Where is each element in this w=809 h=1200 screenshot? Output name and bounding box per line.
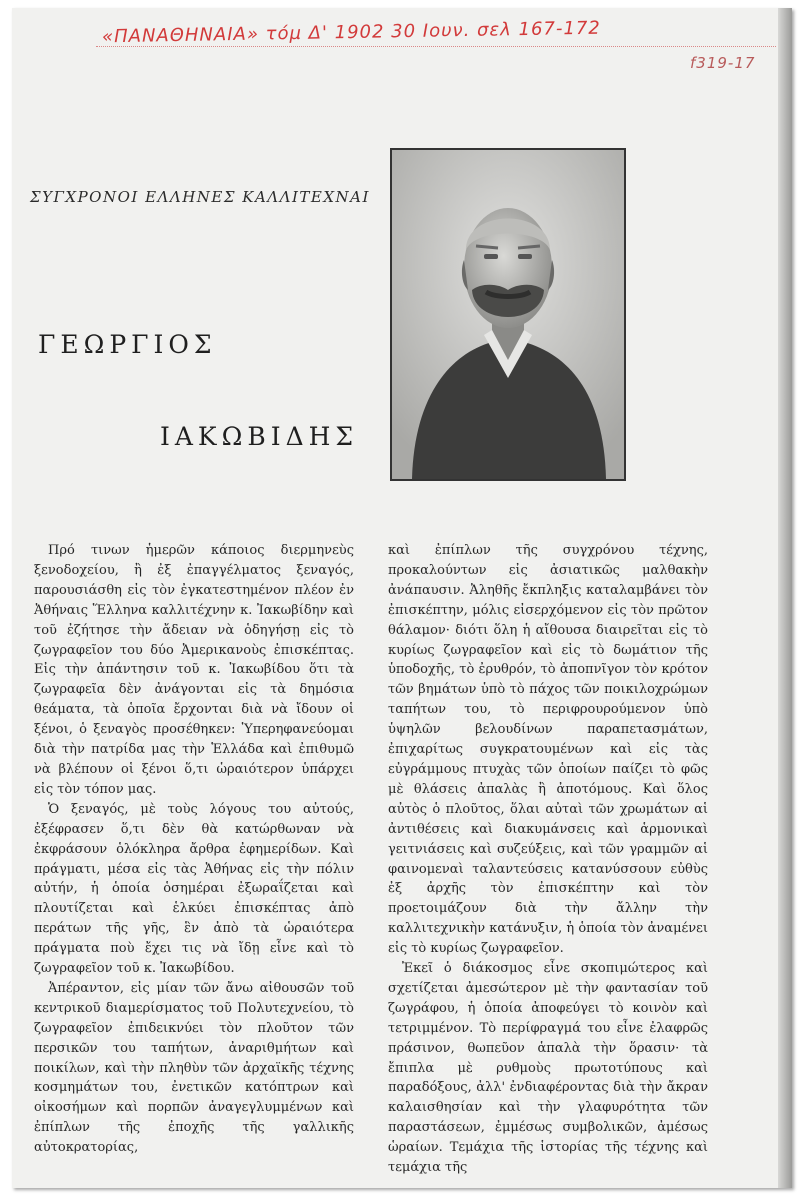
- article-paragraph: Ὁ ξεναγός, μὲ τοὺς λόγους του αὐτούς, ἐξέφρασεν ὅ,τι δὲν θὰ κατώρθωναν νὰ ἐκφράσουν ὁλόκληρα ἄρθρα ἐφημερίδων. Καὶ πράγματι, μέσα εἰς τὰς Ἀθήνας εἰς τὴν πόλιν αὐτήν, ἡ ὁποία ὁσημέραι ἐξωραΐζεται καὶ πλουτίζεται καὶ ἑλκύει ἐπισκέπτας ἀπὸ περάτων τῆς γῆς, ἓν ἀπὸ τὰ ὡραιότερα πράγματα ποὺ ἔχει τις νὰ ἴδῃ εἶνε καὶ τὸ ζωγραφεῖον τοῦ κ. Ἰακωβίδου.: [34, 801, 354, 977]
- article-column-right: [388, 541, 708, 1178]
- portrait-illustration: [392, 150, 624, 479]
- article-column-left: [34, 541, 354, 1158]
- handwritten-source-note: «ΠΑΝΑΘΗΝΑΙΑ» τόμ Δ' 1902 30 Ιουν. σελ 167-172: [101, 17, 601, 48]
- handwritten-underline: [96, 46, 776, 47]
- article-paragraph: καὶ ἐπίπλων τῆς συγχρόνου τέχνης, προκαλούντων εἰς ἀσιατικῶς μαλθακὴν ἀνάπαυσιν. Ἀληθῆς ἔκπληξις καταλαμβάνει τὸν ἐπισκέπτην, μόλις εἰσερχόμενον εἰς τὸν πρῶτον θάλαμον· διότι ὅλη ἡ αἴθουσα διαιρεῖται εἰς τὸ κυρίως ζωγραφεῖον καὶ εἰς τὸ δωμάτιον τῆς ὑποδοχῆς, τὸ ἐρυθρόν, τὸ ἀποπνῖγον τὸν κρότον τῶν βημάτων ὑπὸ τὸ πάχος τῶν ποικιλοχρώμων ταπήτων του, τὸ περιφρουρούμενον ὑπὸ ὑψηλῶν βελουδίνων παραπετασμάτων, ἐπιχαρίτως συγκρατουμένων καὶ εἰς τὰς εὐγράμμους πτυχὰς τῶν ὁποίων παίζει τὸ φῶς μὲ θλάσεις ἀπαλὰς ἢ ἀποτόμους. Καὶ ὅλος αὐτὸς ὁ πλοῦτος, ὅλαι αὐταὶ τῶν χρωμάτων αἱ ἀντιθέσεις καὶ διακυμάνσεις καὶ ἁρμονικαὶ γειτνιάσεις καὶ συζεύξεις, καὶ τῶν γραμμῶν αἱ φαινομεναὶ ταλαντεύσεις κατανύσσουν εὐθὺς ἐξ ἀρχῆς τὸν ἐπισκέπτην καὶ τὸν προετοιμάζουν διὰ τὴν ἄλλην τὴν καλλιτεχνικὴν κατάνυξιν, ἡ ὁποία τὸν ἀναμένει εἰς τὸ κυρίως ζωγραφεῖον.: [388, 543, 708, 957]
- handwritten-shelfmark: f319-17: [690, 54, 756, 72]
- series-kicker: ΣΥΓΧΡΟΝΟΙ ΕΛΛΗΝΕΣ ΚΑΛΛΙΤΕΧΝΑΙ: [30, 188, 370, 206]
- article-paragraph: Ἐκεῖ ὁ διάκοσμος εἶνε σκοπιμώτερος καὶ σχετίζεται ἀμεσώτερον μὲ τὴν φαντασίαν τοῦ ζωγράφου, ἡ ὁποία ἀποφεύγει τὸ κοινὸν καὶ τετριμμένον. Τὸ περίφραγμά του εἶνε ἐλαφρῶς πράσινον, θωπεῦον ἁπαλὰ τὴν ὅρασιν· τὰ ἔπιπλα μὲ ρυθμοὺς πρωτοτύπους καὶ παραδόξους, ἀλλ' ἐνδιαφέροντας διὰ τὴν ἄκραν καλαισθησίαν καὶ τὴν γλαφυρότητα τῶν παραστάσεων, ἐμμέσως συμβολικῶν, ἀμέσως ὡραίων. Τεμάχια τῆς ἱστορίας τῆς τέχνης καὶ τεμάχια τῆς: [388, 961, 708, 1176]
- article-paragraph: Ἀπέραντον, εἰς μίαν τῶν ἄνω αἰθουσῶν τοῦ κεντρικοῦ διαμερίσματος τοῦ Πολυτεχνείου, τὸ ζωγραφεῖον ἐπιδεικνύει τὸν πλοῦτον τῶν περσικῶν του ταπήτων, ἀναριθμήτων καὶ ποικίλων, καὶ τὴν πληθὺν τῶν ἀρχαϊκῆς τέχνης κοσμημάτων του, ἐνετικῶν κατόπτρων καὶ οἰκοσήμων καὶ πορπῶν ἀναγεγλυμμένων καὶ ἐπίπλων τῆς ἐποχῆς τῆς γαλλικῆς αὐτοκρατορίας,: [34, 980, 354, 1156]
- artist-first-name: ΓΕΩΡΓΙΟΣ: [38, 330, 217, 359]
- page-edge-shadow: [778, 8, 792, 1188]
- artist-last-name: ΙΑΚΩΒΙΔΗΣ: [160, 422, 359, 451]
- article-paragraph: Πρό τινων ἡμερῶν κάποιος διερμηνεὺς ξενοδοχείου, ἢ ἐξ ἐπαγγέλματος ξεναγός, παρουσιάσθη εἰς τὸν ἐγκατεστημένον πλέον ἐν Ἀθήναις Ἕλληνα καλλιτέχνην κ. Ἰακωβίδην καὶ τοῦ ἐζήτησε τὴν ἄδειαν νὰ ὁδηγήσῃ εἰς τὸ ζωγραφεῖον του δύο Ἀμερικανοὺς ἐπισκέπτας. Εἰς τὴν ἀπάντησιν τοῦ κ. Ἰακωβίδου ὅτι τὰ ζωγραφεῖα δὲν ἀνάγονται εἰς τὰ δημόσια θεάματα, τὰ ὁποῖα ἔρχονται διὰ νὰ ἴδουν οἱ ξένοι, ὁ ξεναγὸς προσέθηκεν: Ὑπερηφανεύομαι διὰ τὴν πατρίδα μας τὴν Ἑλλάδα καὶ ἐπιθυμῶ νὰ βλέπουν οἱ ξένοι ὅ,τι ὡραιότερον ὑπάρχει εἰς τὸν τόπον μας.: [34, 543, 354, 797]
- portrait-photo: [390, 148, 626, 481]
